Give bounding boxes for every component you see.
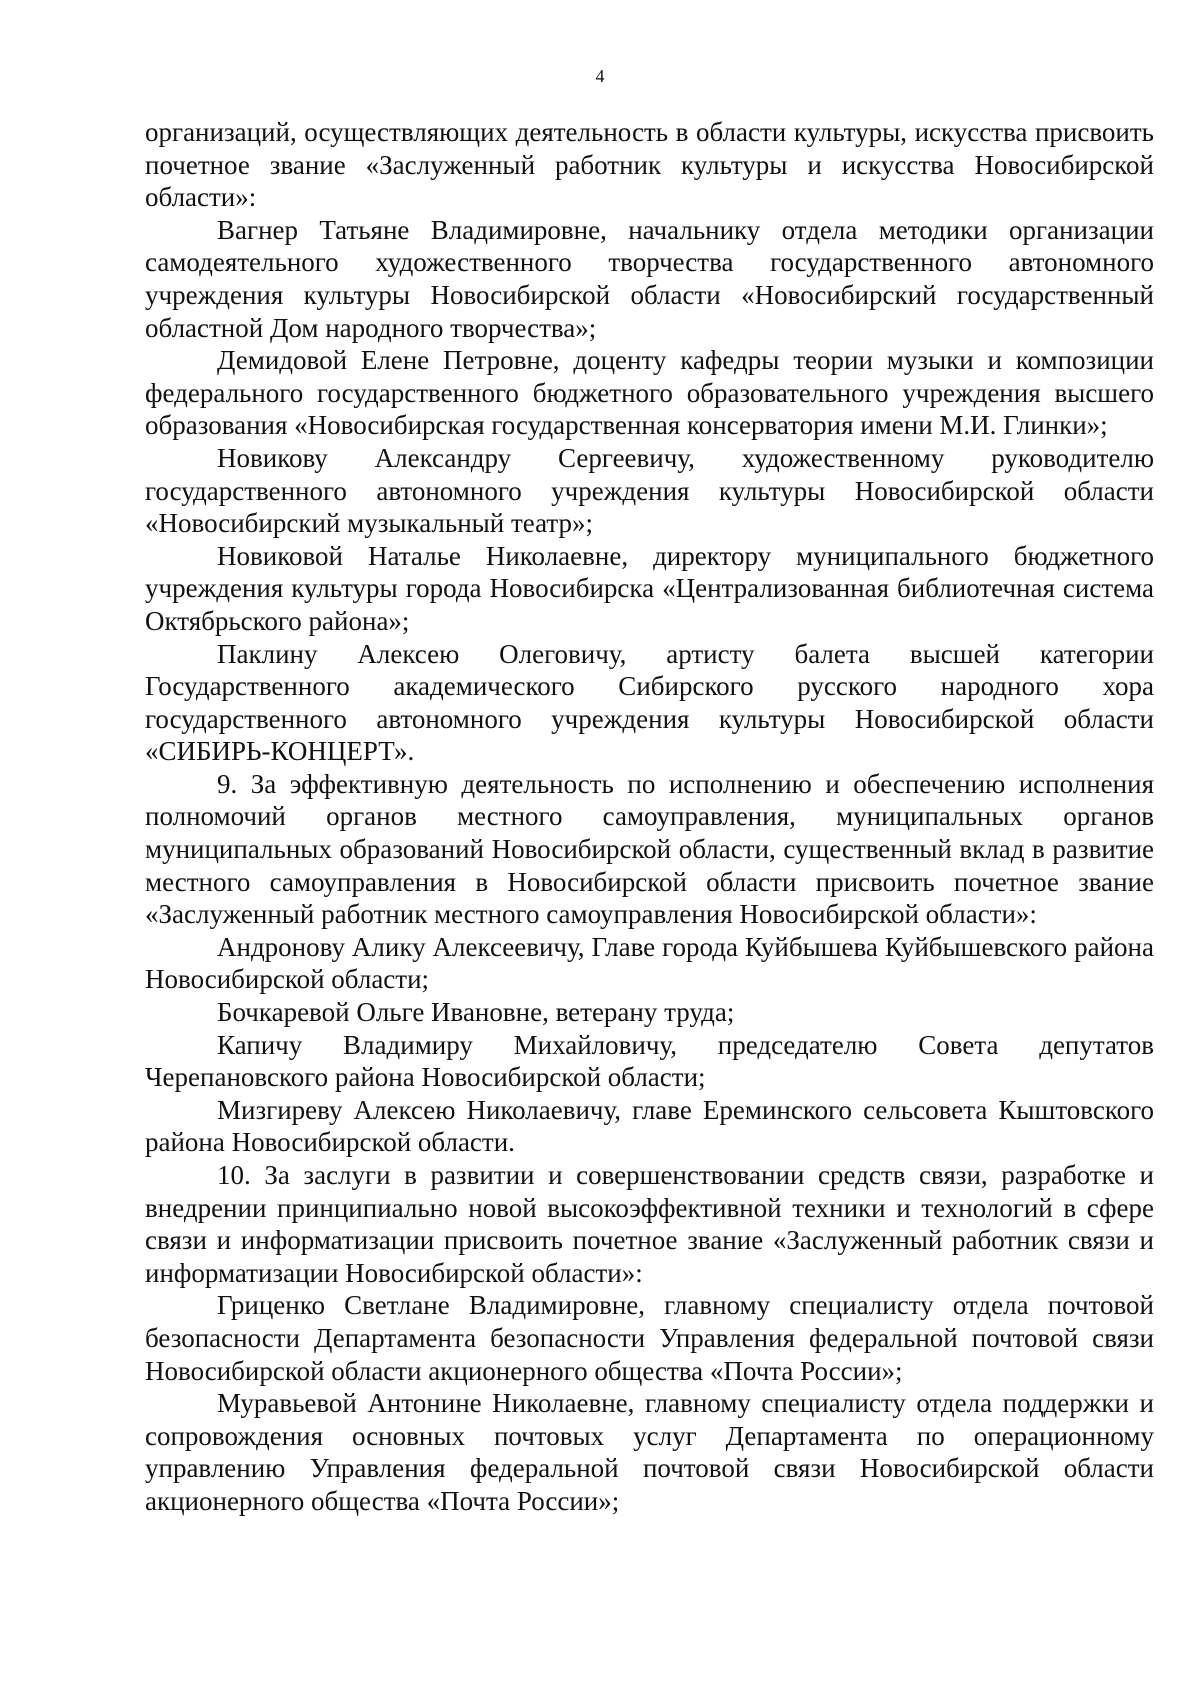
paragraph: Капичу Владимиру Михайловичу, председателю Совета депутатов Черепановского района Новосибирской области; [145, 1029, 1154, 1093]
paragraph: Новикову Александру Сергеевичу, художественному руководителю государственного автономного учреждения культуры Новосибирской области «Новосибирский музыкальный театр»; [145, 442, 1154, 539]
paragraph-section-10: 10. За заслуги в развитии и совершенствовании средств связи, разработке и внедрении принципиально новой высокоэффективной техники и технологий в сфере связи и информатизации присвоить почетное звание «Заслуженный работник связи и информатизации Новосибирской области»: [145, 1160, 1154, 1288]
paragraph: Гриценко Светлане Владимировне, главному специалисту отдела почтовой безопасности Департамента безопасности Управления федеральной почтовой связи Новосибирской области акционерного общества «Почта России»; [145, 1290, 1154, 1386]
document-body [145, 116, 1154, 1518]
paragraph: организаций, осуществляющих деятельность в области культуры, искусства присвоить почетное звание «Заслуженный работник культуры и искусства Новосибирской области»: [145, 117, 1154, 213]
page-number: 4 [595, 66, 605, 86]
paragraph: Демидовой Елене Петровне, доценту кафедры теории музыки и композиции федерального государственного бюджетного образовательного учреждения высшего образования «Новосибирская государственная консерватория имени М.И. Глинки»; [145, 345, 1154, 441]
paragraph: Бочкаревой Ольге Ивановне, ветерану труда; [217, 997, 735, 1028]
paragraph: Андронову Алику Алексеевичу, Главе города Куйбышева Куйбышевского района Новосибирской области; [145, 931, 1154, 995]
paragraph-section-9: 9. За эффективную деятельность по исполнению и обеспечению исполнения полномочий органов местного самоуправления, муниципальных органов муниципальных образований Новосибирской области, существенный вклад в развитие местного самоуправления в Новосибирской области присвоить почетное звание «Заслуженный работник местного самоуправления Новосибирской области»: [145, 768, 1154, 930]
paragraph: Мизгиреву Алексею Николаевичу, главе Ереминского сельсовета Кыштовского района Новосибирской области. [145, 1094, 1154, 1158]
paragraph: Вагнер Татьяне Владимировне, начальнику отдела методики организации самодеятельного художественного творчества государственного автономного учреждения культуры Новосибирской области «Новосибирский государственный областной Дом народного творчества»; [145, 214, 1154, 343]
paragraph: Новиковой Наталье Николаевне, директору муниципального бюджетного учреждения культуры города Новосибирска «Централизованная библиотечная система Октябрьского района»; [145, 540, 1154, 636]
paragraph: Паклину Алексею Олеговичу, артисту балета высшей категории Государственного академического Сибирского русского народного хора государственного автономного учреждения культуры Новосибирской области «СИБИРЬ-КОНЦЕРТ». [145, 638, 1154, 767]
paragraph: Муравьевой Антонине Николаевне, главному специалисту отдела поддержки и сопровождения основных почтовых услуг Департамента по операционному управлению Управления федеральной почтовой связи Новосибирской области акционерного общества «Почта России»; [145, 1388, 1154, 1516]
